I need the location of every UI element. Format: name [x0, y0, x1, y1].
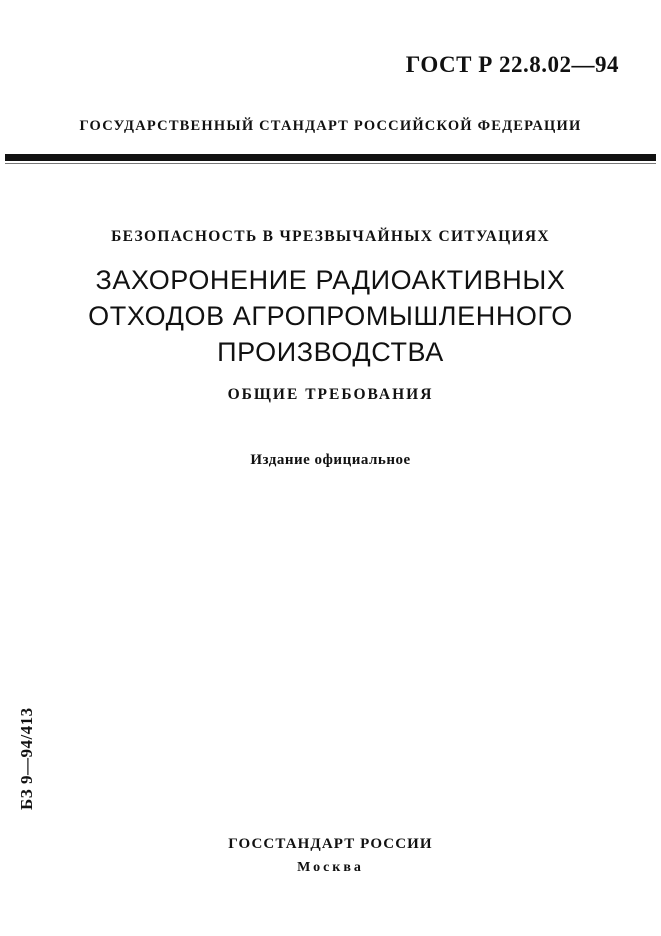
header-divider-thin	[5, 163, 656, 164]
series-title: БЕЗОПАСНОСТЬ В ЧРЕЗВЫЧАЙНЫХ СИТУАЦИЯХ	[111, 228, 550, 245]
document-title	[0, 262, 661, 370]
edition-note: Издание официальное	[250, 452, 411, 468]
publisher-city: Москва	[297, 860, 364, 875]
document-subtitle: ОБЩИЕ ТРЕБОВАНИЯ	[227, 386, 434, 403]
title-line: ЗАХОРОНЕНИЕ РАДИОАКТИВНЫХ	[95, 265, 566, 295]
standard-code: ГОСТ Р 22.8.02—94	[405, 52, 619, 77]
header-divider-thick	[5, 154, 656, 161]
title-line: ПРОИЗВОДСТВА	[217, 337, 444, 367]
publisher-name: ГОССТАНДАРТ РОССИИ	[228, 836, 433, 852]
organization-name: ГОСУДАРСТВЕННЫЙ СТАНДАРТ РОССИЙСКОЙ ФЕДЕРАЦИИ	[79, 118, 582, 134]
catalog-code: БЗ 9—94/413	[17, 707, 36, 810]
title-line: ОТХОДОВ АГРОПРОМЫШЛЕННОГО	[88, 301, 573, 331]
